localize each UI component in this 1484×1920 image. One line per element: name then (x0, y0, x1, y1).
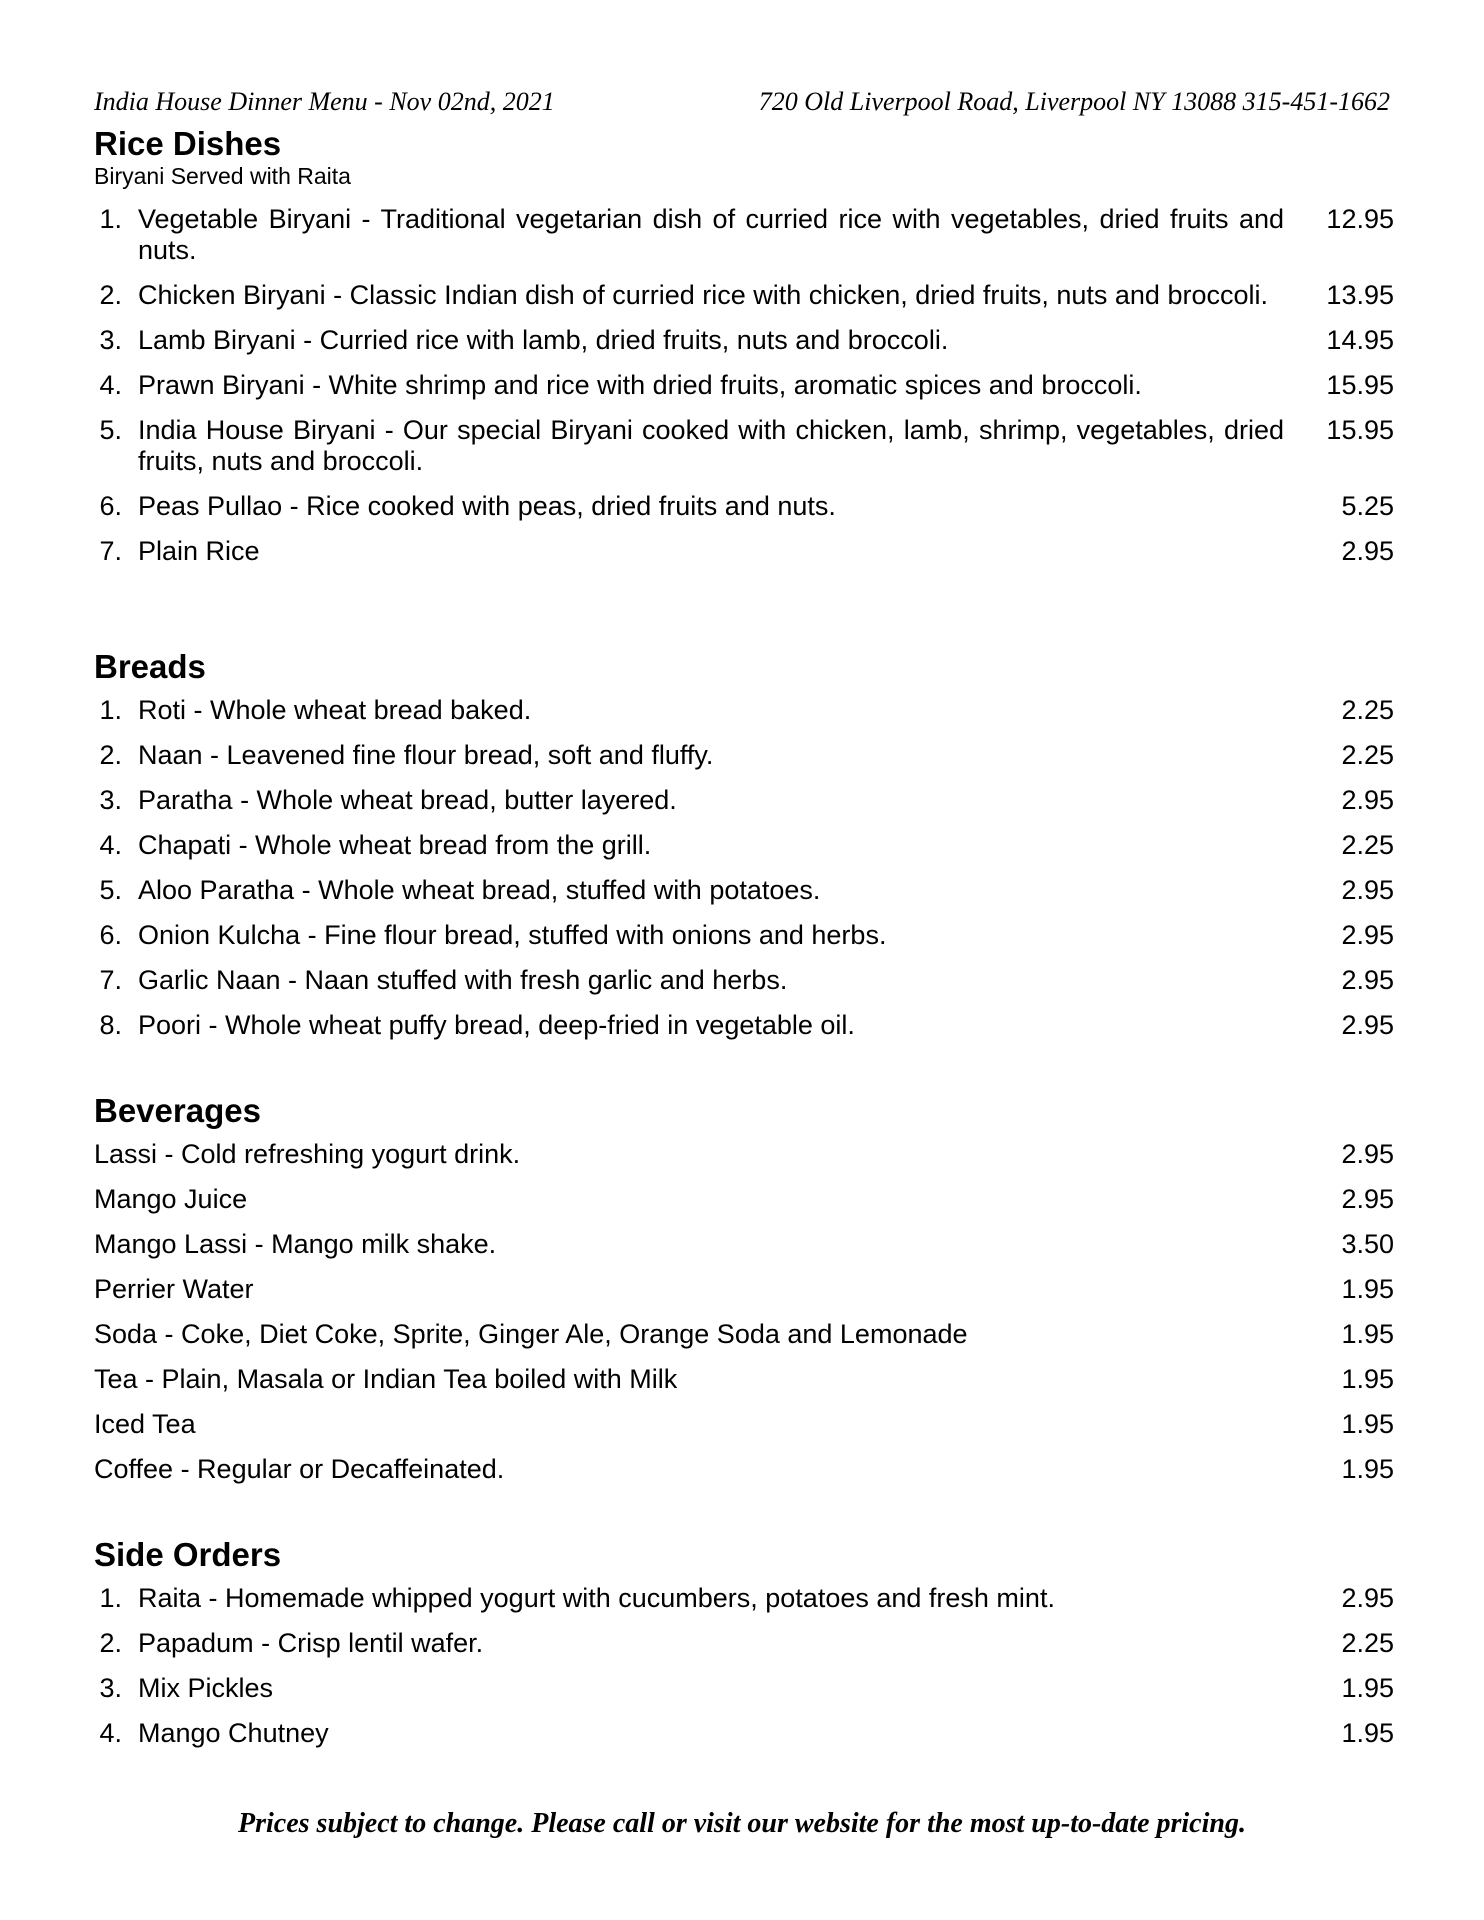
item-price: 2.95 (1341, 1583, 1394, 1613)
item-number: 4. (99, 830, 122, 860)
section-beverages (88, 1091, 1394, 1499)
item-description: Chicken Biryani - Classic Indian dish of curried rice with chicken, dried fruits, nuts and broccoli. (138, 280, 1268, 310)
item-price: 1.95 (1341, 1454, 1394, 1484)
item-description: Iced Tea (94, 1409, 196, 1439)
item-number: 1. (99, 695, 122, 725)
item-description: Lassi - Cold refreshing yogurt drink. (94, 1139, 521, 1169)
item-number: 7. (99, 965, 122, 995)
menu-item (88, 875, 1394, 906)
item-price: 15.95 (1326, 415, 1394, 445)
item-description: Naan - Leavened fine flour bread, soft and fluffy. (138, 740, 714, 770)
menu-item (88, 204, 1394, 266)
menu-item (88, 491, 1394, 522)
item-price: 2.25 (1341, 695, 1394, 725)
item-price: 2.25 (1341, 1628, 1394, 1658)
section-subtitle: Biryani Served with Raita (94, 163, 351, 189)
item-description: Raita - Homemade whipped yogurt with cucumbers, potatoes and fresh mint. (138, 1583, 1055, 1613)
item-number: 2. (99, 740, 122, 770)
menu-item (88, 830, 1394, 861)
menu-item (88, 1274, 1394, 1305)
item-description: Poori - Whole wheat puffy bread, deep-fried in vegetable oil. (138, 1010, 855, 1040)
item-description: Paratha - Whole wheat bread, butter layered. (138, 785, 677, 815)
item-description: Coffee - Regular or Decaffeinated. (94, 1454, 505, 1484)
menu-item (88, 1583, 1394, 1614)
item-price: 1.95 (1341, 1364, 1394, 1394)
item-price: 2.25 (1341, 740, 1394, 770)
item-price: 3.50 (1341, 1229, 1394, 1259)
item-description: Mango Chutney (138, 1718, 329, 1748)
item-description: Prawn Biryani - White shrimp and rice with dried fruits, aromatic spices and broccoli. (138, 370, 1142, 400)
menu-item (88, 965, 1394, 996)
menu-item (88, 920, 1394, 951)
item-description: Lamb Biryani - Curried rice with lamb, dried fruits, nuts and broccoli. (138, 325, 949, 355)
item-price: 2.25 (1341, 830, 1394, 860)
item-description: Roti - Whole wheat bread baked. (138, 695, 532, 725)
item-price: 2.95 (1341, 785, 1394, 815)
item-description: Tea - Plain, Masala or Indian Tea boiled with Milk (94, 1364, 678, 1394)
item-price: 5.25 (1341, 491, 1394, 521)
item-price: 2.95 (1341, 920, 1394, 950)
item-number: 5. (99, 415, 122, 445)
item-number: 5. (99, 875, 122, 905)
item-number: 4. (99, 370, 122, 400)
menu-item (88, 1718, 1394, 1749)
menu-item (88, 1229, 1394, 1260)
section-rice-dishes (88, 124, 1394, 581)
menu-item (88, 1409, 1394, 1440)
item-price: 1.95 (1341, 1274, 1394, 1304)
item-price: 1.95 (1341, 1409, 1394, 1439)
menu-item (88, 695, 1394, 726)
menu-item (88, 785, 1394, 816)
item-description: Garlic Naan - Naan stuffed with fresh garlic and herbs. (138, 965, 788, 995)
item-price: 2.95 (1341, 1139, 1394, 1169)
item-price: 12.95 (1326, 204, 1394, 234)
item-description: Mango Juice (94, 1184, 248, 1214)
section-title: Beverages (94, 1092, 261, 1129)
item-number: 1. (99, 204, 122, 234)
item-description: Peas Pullao - Rice cooked with peas, dried fruits and nuts. (138, 491, 836, 521)
item-description: Mix Pickles (138, 1673, 274, 1703)
menu-item (88, 325, 1394, 356)
section-side-orders (88, 1535, 1394, 1763)
item-description: Soda - Coke, Diet Coke, Sprite, Ginger Ale, Orange Soda and Lemonade (94, 1319, 968, 1349)
item-number: 2. (99, 1628, 122, 1658)
item-number: 3. (99, 1673, 122, 1703)
item-description: India House Biryani - Our special Biryani cooked with chicken, lamb, shrimp, vegetables, dried fruits, nuts and broccoli. (138, 415, 1284, 476)
menu-item (88, 1184, 1394, 1215)
item-number: 8. (99, 1010, 122, 1040)
item-description: Aloo Paratha - Whole wheat bread, stuffed with potatoes. (138, 875, 821, 905)
item-number: 1. (99, 1583, 122, 1613)
restaurant-address-phone: 720 Old Liverpool Road, Liverpool NY 13088 315-451-1662 (758, 87, 1390, 116)
section-title: Breads (94, 648, 206, 685)
menu-item (88, 1139, 1394, 1170)
item-number: 3. (99, 785, 122, 815)
item-price: 2.95 (1341, 1010, 1394, 1040)
item-description: Perrier Water (94, 1274, 254, 1304)
item-description: Mango Lassi - Mango milk shake. (94, 1229, 497, 1259)
item-number: 4. (99, 1718, 122, 1748)
item-description: Vegetable Biryani - Traditional vegetarian dish of curried rice with vegetables, dried fruits and nuts. (138, 204, 1284, 265)
item-price: 2.95 (1341, 875, 1394, 905)
item-price: 13.95 (1326, 280, 1394, 310)
item-price: 14.95 (1326, 325, 1394, 355)
item-description: Papadum - Crisp lentil wafer. (138, 1628, 484, 1658)
section-breads (88, 647, 1394, 1055)
section-title: Side Orders (94, 1536, 282, 1573)
menu-item (88, 370, 1394, 401)
menu-item (88, 1010, 1394, 1041)
menu-item (88, 415, 1394, 477)
item-price: 1.95 (1341, 1319, 1394, 1349)
item-price: 2.95 (1341, 1184, 1394, 1214)
menu-item (88, 740, 1394, 771)
item-number: 3. (99, 325, 122, 355)
item-number: 6. (99, 491, 122, 521)
item-description: Chapati - Whole wheat bread from the grill. (138, 830, 652, 860)
menu-item (88, 1628, 1394, 1659)
item-price: 2.95 (1341, 965, 1394, 995)
menu-item (88, 1364, 1394, 1395)
item-number: 6. (99, 920, 122, 950)
item-price: 1.95 (1341, 1673, 1394, 1703)
item-description: Plain Rice (138, 536, 260, 566)
menu-item (88, 1673, 1394, 1704)
section-title: Rice Dishes (94, 125, 282, 162)
menu-title-date: India House Dinner Menu - Nov 02nd, 2021 (94, 87, 555, 116)
pricing-disclaimer: Prices subject to change. Please call or visit our website for the most up-to-date pricing. (238, 1808, 1246, 1839)
item-number: 2. (99, 280, 122, 310)
item-number: 7. (99, 536, 122, 566)
item-description: Onion Kulcha - Fine flour bread, stuffed with onions and herbs. (138, 920, 887, 950)
item-price: 2.95 (1341, 536, 1394, 566)
menu-item (88, 1319, 1394, 1350)
page-header (94, 84, 1390, 120)
item-price: 1.95 (1341, 1718, 1394, 1748)
item-price: 15.95 (1326, 370, 1394, 400)
menu-item (88, 1454, 1394, 1485)
menu-item (88, 280, 1394, 311)
menu-item (88, 536, 1394, 567)
